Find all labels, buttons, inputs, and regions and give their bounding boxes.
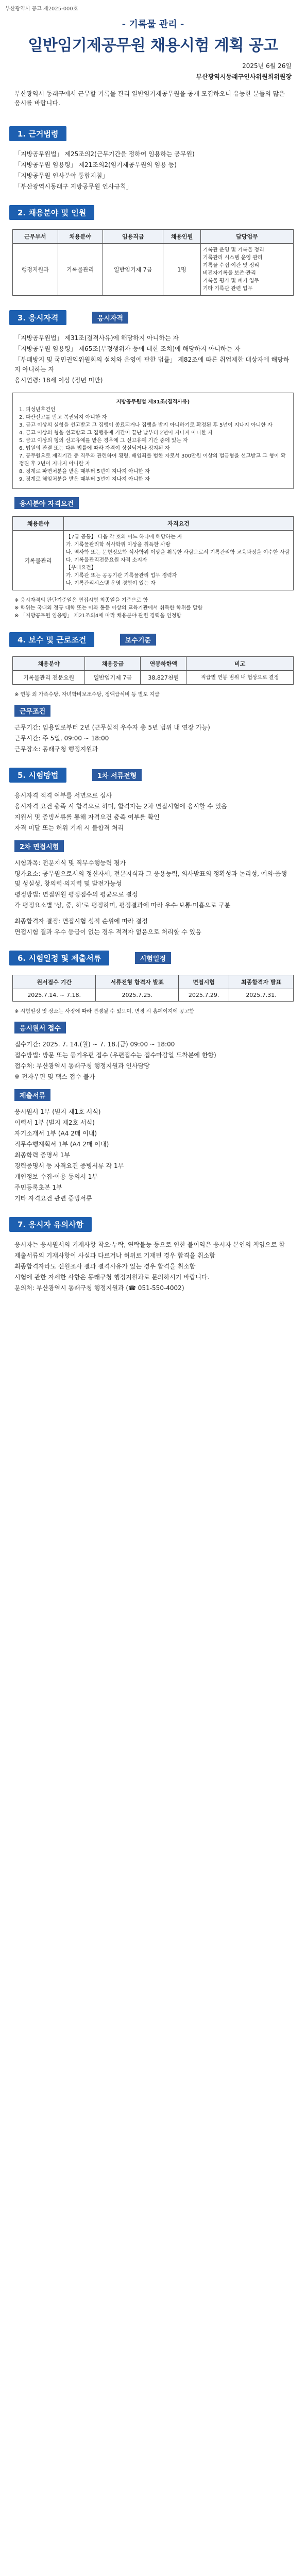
- duties-cell: [200, 244, 293, 296]
- note-item: ※ 「지방공무원 임용령」 제21조의4에 따라 채용분야 관련 경력을 인정함: [14, 613, 182, 619]
- table-header-cell: 채용분야: [13, 657, 85, 671]
- subsection-heading: 근무조건: [14, 705, 50, 717]
- list-item: 7. 공무원으로 재직기간 중 직무와 관련하여 횡령, 배임죄를 범한 자로서 300만원 이상의 벌금형을 선고받고 그 형이 확정된 후 2년이 지나지 아니한 자: [19, 453, 286, 467]
- table-header-cell: 채용분야: [13, 517, 64, 531]
- subsection-heading: 응시분야 자격요건: [14, 497, 79, 509]
- list-item: 8. 징계로 파면처분을 받은 때부터 5년이 지나지 아니한 자: [19, 469, 150, 474]
- schedule-note: ※ 시험일정 및 장소는 사정에 따라 변경될 수 있으며, 변경 시 홈페이지에 공고함: [14, 1009, 195, 1014]
- law-item: 「지방공무원 임용령」 제21조의2(임기제공무원의 임용 등): [14, 161, 177, 168]
- section-heading-qualification: 3. 응시자격: [9, 310, 66, 325]
- list-item: 지원서 및 증빙서류를 통해 자격요건 충족 여부를 확인: [14, 814, 160, 821]
- section-heading-exam: 5. 시험방법: [9, 768, 66, 783]
- stage1-list: [0, 788, 306, 836]
- list-item: 「부패방지 및 국민권익위원회의 설치와 운영에 관한 법률」 제82조에 따른 취업제한 대상자에 해당하지 아니하는 자: [14, 356, 290, 373]
- table-row: [13, 671, 294, 685]
- table-header-cell: 면접시험: [179, 975, 229, 989]
- table-header-cell: 채용등급: [85, 657, 141, 671]
- list-item: 주민등록초본 1부: [14, 1184, 62, 1191]
- table-header-cell: 자격요건: [64, 517, 294, 531]
- duty-item: 기록관리 시스템 운영 관리: [202, 255, 263, 261]
- duty-item: 기타 기록관 관련 업무: [202, 286, 253, 292]
- notice-number: 부산광역시 공고 제2025-000호: [5, 6, 78, 12]
- list-item: 면접시험 결과 우수 등급이 없는 경우 적격자 없음으로 처리할 수 있음: [14, 928, 201, 936]
- schedule-table: [12, 975, 294, 1002]
- list-item: 가. 기록물관리학 석사학위 이상을 취득한 사람: [66, 542, 171, 548]
- box-title: 지방공무원법 제31조(결격사유): [116, 399, 190, 405]
- section-heading-schedule: 6. 시험일정 및 제출서류: [9, 951, 109, 965]
- list-item: 시험과목: 전문지식 및 직무수행능력 평가: [14, 859, 126, 867]
- list-item: 근무기간: 임용일로부터 2년 (근무실적 우수자 총 5년 범위 내 연장 가능): [14, 724, 210, 731]
- list-item: 「지방공무원 임용령」 제65조(부정행위자 등에 대한 조치)에 해당하지 아니하는 자: [14, 345, 241, 352]
- list-item: 4. 금고 이상의 형을 선고받고 그 집행유예 기간이 끝난 날부터 2년이 지나지 아니한 자: [19, 430, 213, 436]
- requirement-lines: [64, 531, 294, 590]
- work-conditions: [0, 720, 306, 757]
- section-heading-laws: 1. 근거법령: [9, 126, 66, 141]
- list-item: 응시자격 요건 충족 시 합격으로 하며, 합격자는 2차 면접시험에 응시할 수 있음: [14, 803, 227, 810]
- list-item: 나. 기록관리시스템 운영 경험이 있는 자: [66, 581, 156, 586]
- list-item: 평정방법: 면접위원 평정점수의 평균으로 결정: [14, 891, 138, 898]
- notice-date: 2025년 6월 26일: [242, 62, 292, 70]
- table-header-cell: 최종합격자 발표: [229, 975, 294, 989]
- list-item: 9. 징계로 해임처분을 받은 때부터 3년이 지나지 아니한 자: [19, 477, 150, 482]
- list-item: 【우대요건】: [66, 565, 96, 571]
- list-item: 자기소개서 1부 (A4 2매 이내): [14, 1130, 97, 1137]
- table-header-row: [13, 517, 294, 531]
- list-item: 제출서류의 기재사항이 사실과 다르거나 허위로 기재된 경우 합격을 취소함: [14, 1252, 215, 1259]
- list-item: 접수기간: 2025. 7. 14.(월) ~ 7. 18.(금) 09:00 ~ 18:00: [14, 1041, 175, 1048]
- table-cell: 2025.7.31.: [229, 989, 294, 1002]
- table-cell: 1명: [163, 244, 201, 296]
- list-item: 기타 자격요건 관련 증빙서류: [14, 1195, 92, 1202]
- disqualification-box: [12, 393, 294, 489]
- table-header-cell: 서류전형 합격자 발표: [96, 975, 179, 989]
- section-heading-recruitment: 2. 채용분야 및 인원: [9, 205, 94, 220]
- table-cell: 직급별 연봉 범위 내 협상으로 결정: [186, 671, 294, 685]
- list-item: 나. 역사학 또는 문헌정보학 석사학위 이상을 취득한 사람으로서 기록관리학 교육과정을 이수한 사람: [66, 550, 290, 555]
- table-cell: 38,827천원: [141, 671, 186, 685]
- list-item: 접수처: 부산광역시 동래구청 행정지원과 인사담당: [14, 1062, 150, 1070]
- list-item: 다. 기록물관리전문요원 자격 소지자: [66, 557, 147, 563]
- table-cell: 기록물관리 전문요원: [13, 671, 85, 685]
- exam-result: [0, 913, 306, 940]
- list-item: 직무수행계획서 1부 (A4 2매 이내): [14, 1141, 109, 1148]
- duty-item: 기록물 평가 및 폐기 업무: [202, 278, 260, 284]
- list-item: 【7급 공통】 다음 각 호의 어느 하나에 해당하는 자: [66, 534, 182, 540]
- laws-list: [0, 146, 306, 195]
- subsection-heading: 1차 서류전형: [92, 769, 142, 781]
- table-header-row: [13, 230, 294, 244]
- table-cell: 2025.7.29.: [179, 989, 229, 1002]
- duty-main: 기록관 운영 및 기록물 정리: [202, 247, 264, 253]
- notice-title: 일반임기제공무원 채용시험 계획 공고: [28, 37, 278, 55]
- subsection-heading: 시험일정: [135, 952, 171, 964]
- list-item: 최종학력 증명서 1부: [14, 1151, 71, 1159]
- notice-issuer: 부산광역시동래구인사위원회위원장: [196, 73, 292, 80]
- list-item: 시험에 관한 자세한 사항은 동래구청 행정지원과로 문의하시기 바랍니다.: [14, 1274, 210, 1281]
- table-row: [13, 531, 294, 590]
- list-item: 가. 기록관 또는 공공기관 기록물관리 업무 경력자: [66, 573, 177, 579]
- stage2-list: [0, 855, 306, 913]
- law-item: 「지방공무원 인사분야 통합지침」: [14, 172, 109, 179]
- subsection-heading: 응시원서 접수: [14, 1022, 66, 1033]
- duty-item: 기록물 수집·이관 및 정리: [202, 263, 260, 268]
- table-cell: 기록물관리: [13, 531, 64, 590]
- table-header-cell: 임용직급: [103, 230, 163, 244]
- list-item: 각 평정요소별 '상, 중, 하'로 평정하며, 평정결과에 따라 우수·보통·미흡으로 구분: [14, 902, 231, 909]
- list-item: 3. 금고 이상의 실형을 선고받고 그 집행이 종료되거나 집행을 받지 아니하기로 확정된 후 5년이 지나지 아니한 자: [19, 422, 273, 428]
- list-item: 자격 미달 또는 허위 기재 시 불합격 처리: [14, 824, 124, 832]
- list-item: 평가요소: 공무원으로서의 정신자세, 전문지식과 그 응용능력, 의사발표의 정확성과 논리성, 예의·품행 및 성실성, 창의력·의지력 및 발전가능성: [14, 870, 287, 887]
- table-header-row: [13, 975, 294, 989]
- table-header-cell: 채용분야: [58, 230, 103, 244]
- pay-table: [12, 656, 294, 685]
- duty-item: 비전자기록물 보존·관리: [202, 270, 256, 276]
- caution-list: [0, 1237, 306, 1296]
- subsection-heading: 응시자격: [92, 312, 128, 324]
- table-cell: 2025.7.25.: [96, 989, 179, 1002]
- table-header-cell: 비고: [186, 657, 294, 671]
- list-item: 응시자는 응시원서의 기재사항 착오·누락, 연락불능 등으로 인한 불이익은 응시자 본인의 책임으로 함: [14, 1241, 285, 1248]
- table-cell: 일반임기제 7급: [85, 671, 141, 685]
- qualification-list: [0, 330, 306, 388]
- list-item: ※ 전자우편 및 팩스 접수 불가: [14, 1073, 95, 1080]
- table-row: [13, 989, 294, 1002]
- table-cell: 행정지원과: [13, 244, 58, 296]
- table-header-cell: 근무부서: [13, 230, 58, 244]
- section-heading-caution: 7. 응시자 유의사항: [9, 1217, 92, 1232]
- table-cell: 2025.7.14. ~ 7.18.: [13, 989, 96, 1002]
- notice-intro: 부산광역시 동래구에서 근무할 기록물 관리 일반임기제공무원을 공개 모집하오니 유능한 분들의 많은 응시를 바랍니다.: [14, 90, 285, 107]
- table-header-cell: 담당업무: [200, 230, 293, 244]
- list-item: 최종합격자라도 신원조사 결과 결격사유가 있는 경우 합격을 취소함: [14, 1263, 196, 1270]
- subsection-heading: 보수기준: [120, 634, 156, 646]
- table-header-cell: 연봉하한액: [141, 657, 186, 671]
- table-cell: 일반임기제 7급: [103, 244, 163, 296]
- list-item: 1. 피성년후견인: [19, 407, 56, 413]
- note-item: ※ 응시자격의 판단기준일은 면접시험 최종일을 기준으로 함: [14, 598, 148, 603]
- list-item: 문의처: 부산광역시 동래구청 행정지원과 (☎ 051-550-4002): [14, 1284, 184, 1292]
- list-item: 개인정보 수집·이용 동의서 1부: [14, 1173, 98, 1180]
- documents-list: [0, 1104, 306, 1207]
- list-item: 5. 금고 이상의 형의 선고유예를 받은 경우에 그 선고유예 기간 중에 있는 자: [19, 438, 188, 444]
- section-heading-pay: 4. 보수 및 근로조건: [9, 632, 94, 647]
- pay-note: ※ 연봉 외 가족수당, 자녀학비보조수당, 정액급식비 등 별도 지급: [14, 692, 160, 698]
- list-item: 근무시간: 주 5일, 09:00 ~ 18:00: [14, 735, 109, 742]
- apply-list: [0, 1037, 306, 1085]
- table-cell: 기록물관리: [58, 244, 103, 296]
- list-item: 최종합격자 결정: 면접시험 성적 순위에 따라 결정: [14, 918, 148, 925]
- list-item: 근무장소: 동래구청 행정지원과: [14, 745, 98, 753]
- law-item: 「지방공무원법」 제25조의2(근무기간을 정하여 임용하는 공무원): [14, 150, 195, 158]
- list-item: 「지방공무원법」 제31조(결격사유)에 해당하지 아니하는 자: [14, 334, 179, 342]
- subsection-heading: 2차 면접시험: [14, 840, 64, 852]
- table-header-cell: 채용인원: [163, 230, 201, 244]
- list-item: 6. 법원의 판결 또는 다른 법률에 따라 자격이 상실되거나 정지된 자: [19, 446, 170, 451]
- table-row: [13, 244, 294, 296]
- list-item: 경력증명서 등 자격요건 증빙서류 각 1부: [14, 1162, 124, 1170]
- list-item: 접수방법: 방문 또는 등기우편 접수 (우편접수는 접수마감일 도착분에 한함): [14, 1052, 216, 1059]
- notice-subtitle: - 기록물 관리 -: [122, 19, 184, 30]
- subsection-heading: 제출서류: [14, 1089, 50, 1101]
- requirement-notes: [0, 595, 306, 622]
- requirements-table: [12, 516, 294, 590]
- table-header-row: [13, 657, 294, 671]
- list-item: 응시자격 적격 여부를 서면으로 심사: [14, 792, 112, 799]
- list-item: 이력서 1부 (별지 제2호 서식): [14, 1119, 95, 1126]
- list-item: 응시연령: 18세 이상 (정년 미만): [14, 377, 103, 384]
- recruitment-table: [12, 229, 294, 296]
- list-item: 응시원서 1부 (별지 제1호 서식): [14, 1108, 101, 1115]
- table-header-cell: 원서접수 기간: [13, 975, 96, 989]
- note-item: ※ 학위는 국내외 정규 대학 또는 이와 동등 이상의 교육기관에서 취득한 학위를 말함: [14, 605, 203, 611]
- list-item: 2. 파산선고를 받고 복권되지 아니한 자: [19, 415, 107, 420]
- law-item: 「부산광역시동래구 지방공무원 인사규칙」: [14, 183, 132, 190]
